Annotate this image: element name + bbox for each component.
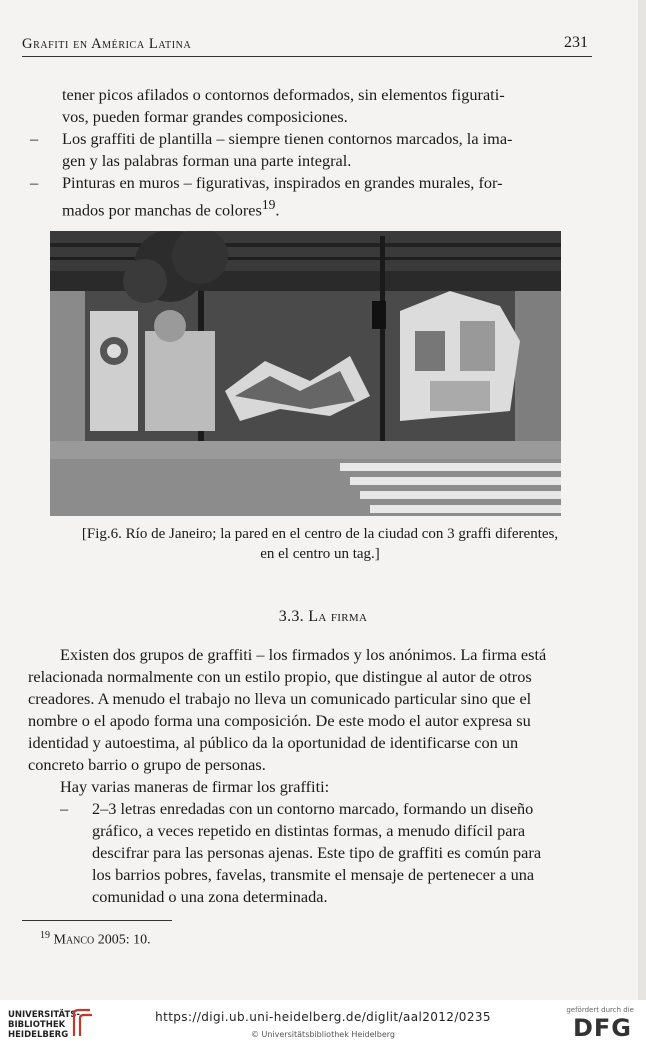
text-line: identidad y autoestima, al público da la oportunidad de identificarse con un (28, 733, 519, 752)
permalink-url[interactable]: https://digi.ub.uni-heidelberg.de/diglit/aal2012/0235 (155, 1010, 491, 1024)
running-title: Grafiti en América Latina (22, 36, 192, 52)
text-line: Existen dos grupos de graffiti – los firmados y los anónimos. La firma está (60, 645, 547, 664)
footnote-number: 19 (40, 930, 50, 941)
street-mural-image (50, 231, 561, 516)
text-punct: . (275, 200, 280, 220)
copyright: © Universitätsbibliothek Heidelberg (250, 1030, 395, 1039)
text-line: gráfico, a veces repetido en distintas formas, a menudo difícil para (92, 821, 526, 840)
footnote (40, 930, 151, 949)
digitization-footer (0, 1000, 646, 1048)
text-line: descifrar para las personas ajenas. Este tipo de graffiti es común para (92, 843, 542, 862)
text-line: Pinturas en muros – figurativas, inspirados en grandes murales, for- (62, 173, 503, 192)
list-item (30, 172, 590, 221)
footnote-rule (22, 920, 172, 921)
running-header (22, 34, 592, 57)
list-item-continued (62, 84, 590, 128)
footnote-text: Manco 2005: 10. (53, 932, 151, 948)
list-dash: – (30, 129, 39, 148)
text-line: creadores. A menudo el trabajo no lleva un comunicado particular sino que el (28, 689, 532, 708)
library-name: UNIVERSITÄTS- BIBLIOTHEK HEIDELBERG (8, 1010, 80, 1040)
caption-line: en el centro un tag.] (260, 546, 380, 562)
text-line: gen y las palabras forman una parte integral. (62, 151, 352, 170)
page-edge (638, 0, 646, 1000)
text-line: concreto barrio o grupo de personas. (28, 755, 266, 774)
text-line: mados por manchas de colores (62, 200, 262, 220)
list-item (30, 128, 590, 172)
text-line: vos, pueden formar grandes composiciones. (62, 107, 348, 126)
list-dash: – (30, 173, 39, 192)
dfg-logo: DFG (572, 1014, 632, 1042)
text-line: relacionada normalmente con un estilo propio, que distingue al autor de otros (28, 667, 532, 686)
page-number: 231 (564, 34, 588, 51)
text-line: Los graffiti de plantilla – siempre tienen contornos marcados, la ima- (62, 129, 513, 148)
paragraph (28, 644, 590, 666)
section-heading: 3.3. La firma (278, 608, 368, 625)
funder-note: gefördert durch die (566, 1006, 634, 1014)
footnote-ref: 19 (261, 197, 276, 212)
text-line: comunidad o una zona determinada. (92, 887, 328, 906)
graffiti-photo (50, 231, 561, 516)
text-line: los barrios pobres, favelas, transmite el mensaje de pertenecer a una (92, 865, 535, 884)
list-dash: – (60, 799, 69, 818)
text-line: tener picos afilados o contornos deformados, sin elementos figurati- (62, 85, 505, 104)
paragraph-continued (28, 666, 590, 776)
figure-caption (40, 524, 600, 564)
text-line: Hay varias maneras de firmar los graffiti: (60, 777, 330, 796)
text-line: 2–3 letras enredadas con un contorno marcado, formando un diseño (92, 799, 534, 818)
paragraph (28, 776, 590, 798)
list-item (60, 798, 590, 908)
text-line: nombre o el apodo forma una composición. De este modo el autor expresa su (28, 711, 531, 730)
caption-line: [Fig.6. Río de Janeiro; la pared en el centro de la ciudad con 3 graffi diferentes, (81, 526, 559, 542)
